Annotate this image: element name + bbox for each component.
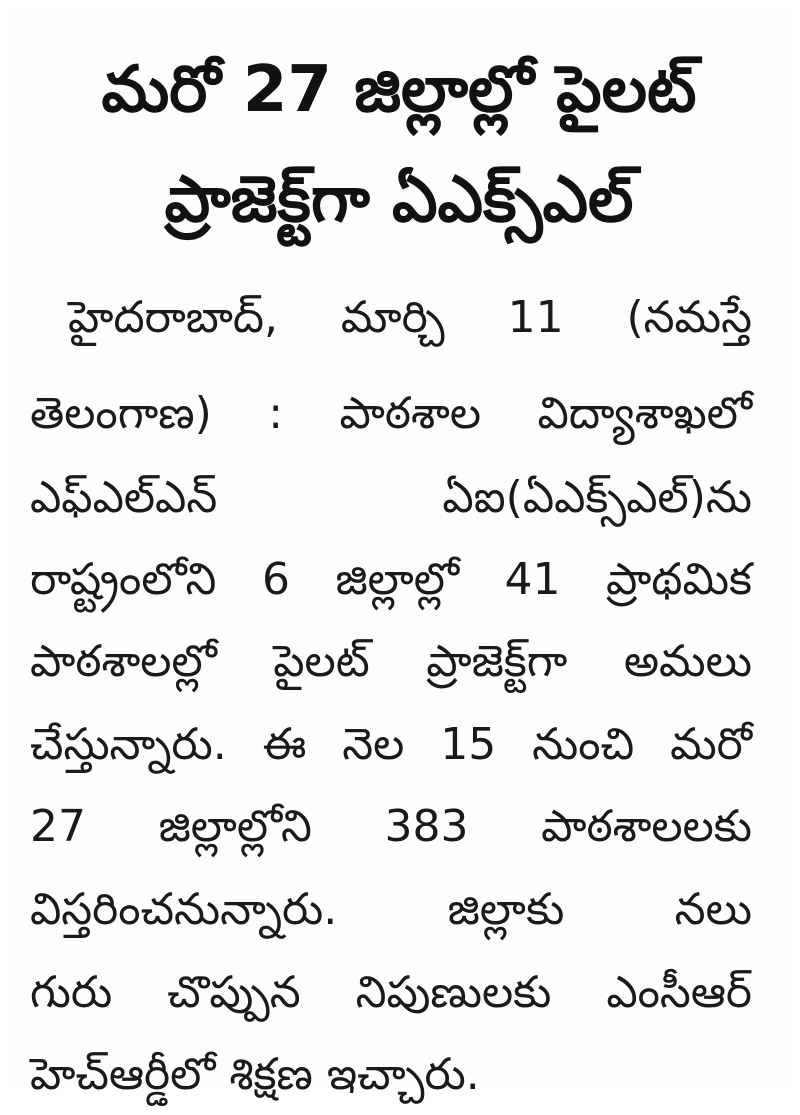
body-line-9: గురు చొప్పున నిపుణులకు ఎంసీఆర్ [30, 967, 752, 1018]
headline-line-1: మరో 27 జిల్లాల్లో పైలట్ [101, 53, 697, 127]
body-line-5: పాఠశాలల్లో పైలట్ ప్రాజెక్ట్‌గా అమలు [30, 636, 752, 687]
body-line-6: చేస్తున్నారు. ఈ నెల 15 నుంచి మరో [30, 719, 752, 770]
headline-line-2: ప్రాజెక్ట్‌గా ఏఎక్స్‌ఎల్ [164, 163, 634, 237]
body-line-4: రాష్ట్రంలోని 6 జిల్లాల్లో 41 ప్రాథమిక [30, 554, 752, 605]
body-line-7: 27 జిల్లాల్లోని 383 పాఠశాలలకు [30, 801, 752, 852]
body-line-8: విస్తరించనున్నారు. జిల్లాకు నలు [30, 884, 752, 935]
body-line-2: తెలంగాణ) : పాఠశాల విద్యాశాఖలో [30, 388, 752, 439]
body-line-3: ఎఫ్ఎల్ఎన్ ఏఐ(ఏఎక్స్‌ఎల్)ను [30, 472, 752, 523]
body-line-1: హైదరాబాద్, మార్చి 11 (నమస్తే [68, 292, 752, 343]
body-line-10: హెచ్‌ఆర్డీలో శిక్షణ ఇచ్చారు. [30, 1049, 480, 1100]
news-clipping [8, 8, 790, 1100]
